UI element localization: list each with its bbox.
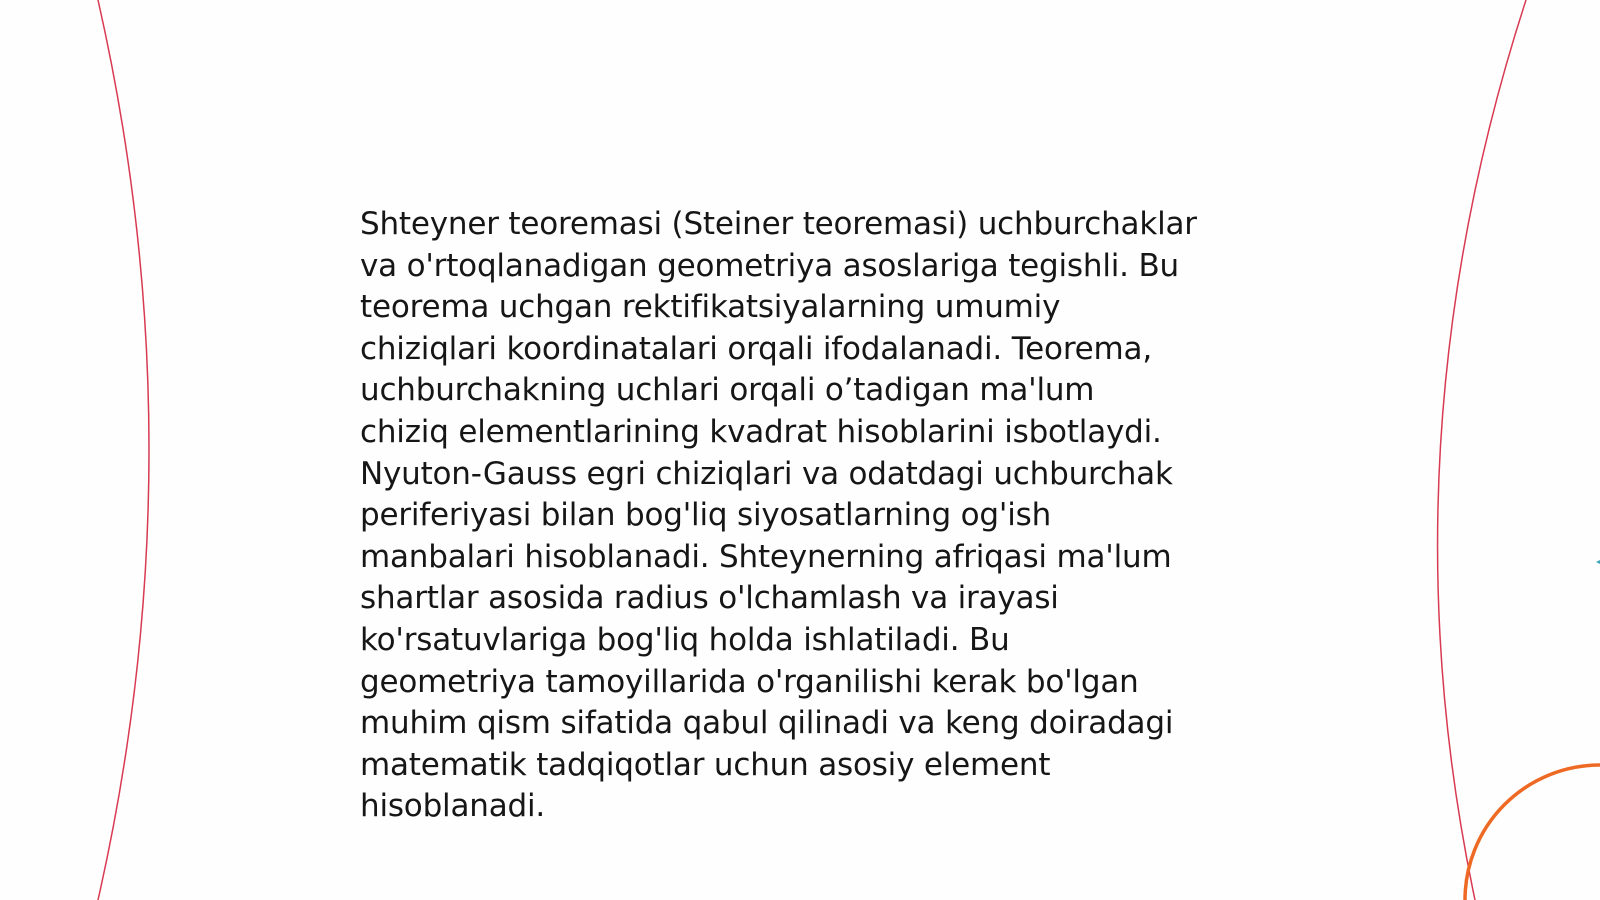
orange-circle-arc [1465, 765, 1600, 900]
right-arc-line [1438, 0, 1526, 900]
body-paragraph: Shteyner teoremasi (Steiner teoremasi) uchburchaklar va o'rtoqlanadigan geometriya asoslariga tegishli. Bu teorema uchgan rektifikatsiyalarning umumiy chiziqlari koordinatalari orqali ifodalanadi. Teorema, uchburchakning uchlari orqali o’tadigan ma'lum chiziq elementlarining kvadrat hisoblarini isbotlaydi. Nyuton-Gauss egri chiziqlari va odatdagi uchburchak periferiyasi bilan bog'liq siyosatlarning og'ish manbalari hisoblanadi. Shteynerning afriqasi ma'lum shartlar asosida radius o'lchamlash va irayasi ko'rsatuvlariga bog'liq holda ishlatiladi. Bu geometriya tamoyillarida o'rganilishi kerak bo'lgan muhim qism sifatida qabul qilinadi va keng doiradagi matematik tadqiqotlar uchun asosiy element hisoblanadi. [360, 206, 1197, 825]
teal-accent-mark [1596, 560, 1600, 564]
left-arc-line [98, 0, 149, 900]
